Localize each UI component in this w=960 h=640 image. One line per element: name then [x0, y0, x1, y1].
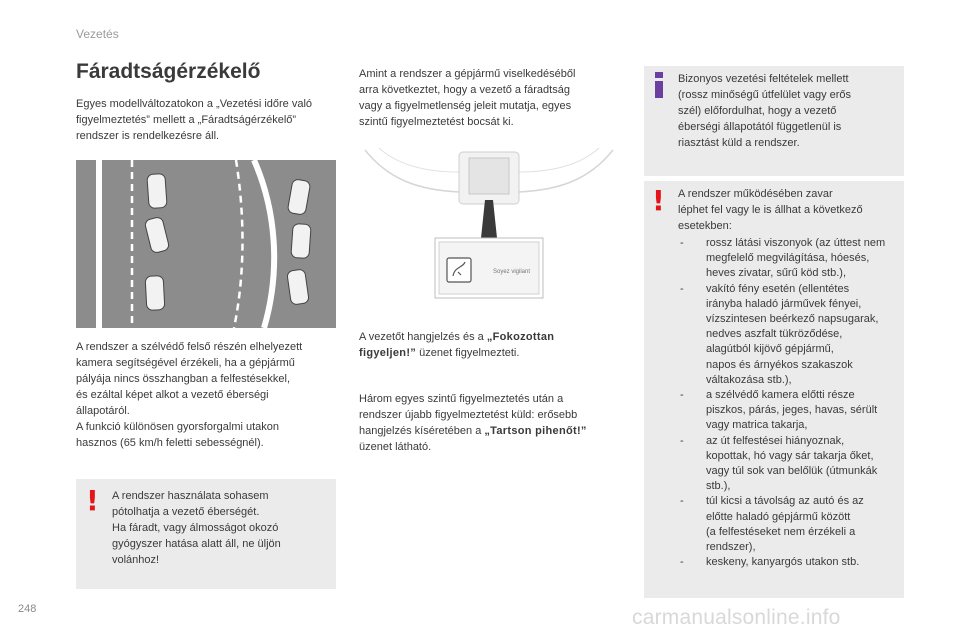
text-line: pályája nincs összhangban a felfestésekkel,	[76, 373, 291, 385]
text-line: léphet fel vagy le is állhat a következő	[678, 204, 863, 216]
text-line: rendszer is rendelkezésre áll.	[76, 130, 220, 142]
text-line: figyelmeztetés” mellett a „Fáradtságérzékelő”	[76, 114, 297, 126]
message-label: „Tartson pihenőt!”	[484, 425, 587, 437]
text-line: vagy a figyelmetlenség jeleit mutatja, egyes	[359, 100, 572, 112]
text-line: előtte haladó gépjármű között	[706, 510, 851, 523]
list-item	[680, 236, 885, 282]
list-bullet: -	[680, 434, 684, 447]
text-line: alagútból kijövő gépjármű,	[706, 343, 834, 356]
text-line: szintű figyelmeztetést bocsát ki.	[359, 116, 514, 128]
text-line: arra következtet, hogy a vezető a fáradtság	[359, 84, 570, 96]
text-fragment: hangjelzés kíséretében a	[359, 425, 485, 437]
text-line: vagy túl sok van belőlük (útmunkák	[706, 465, 878, 478]
message-label: figyeljen!”	[359, 347, 417, 359]
warning-left-text	[112, 488, 281, 568]
text-line: nedves aszfalt tükröződése,	[706, 328, 843, 341]
text-line: Bizonyos vezetési feltételek mellett	[678, 73, 849, 85]
text-line: riasztást küld a rendszer.	[678, 137, 800, 149]
intro-paragraph	[76, 96, 312, 144]
text-line: (rossz minőségű útfelület vagy erős	[678, 89, 852, 101]
lane-drift-illustration	[76, 160, 336, 328]
text-line	[359, 329, 554, 345]
text-line: Egyes modellváltozatokon a „Vezetési időre való	[76, 98, 313, 110]
page-title: Fáradtságérzékelő	[76, 60, 261, 83]
text-line: heves zivatar, sűrű köd stb.),	[706, 267, 847, 280]
text-line: pótolhatja a vezető éberségét.	[112, 506, 260, 518]
text-fragment: üzenet figyelmezteti.	[416, 347, 520, 359]
text-line: vagy matrica takarja,	[706, 419, 808, 432]
text-line: A rendszer működésében zavar	[678, 188, 833, 200]
text-line: kamera segítségével érzékeli, ha a gépjármű	[76, 357, 295, 369]
text-line: piszkos, párás, jeges, havas, sérült	[706, 404, 878, 417]
text-line: éberségi állapotától függetlenül is	[678, 121, 842, 133]
text-line: rendszer),	[706, 541, 756, 554]
list-item	[680, 494, 885, 555]
text-line: kopottak, hó vagy sár takarja őket,	[706, 449, 874, 462]
message-label: „Fokozottan	[486, 331, 555, 343]
list-bullet: -	[680, 389, 684, 402]
instrument-cluster-illustration	[359, 142, 619, 302]
text-line: a szélvédő kamera előtti része	[706, 389, 855, 402]
warning-icon: !	[652, 184, 665, 217]
text-line: stb.),	[706, 480, 731, 493]
text-line: A rendszer a szélvédő felső részén elhelyezett	[76, 341, 303, 353]
list-bullet: -	[680, 556, 684, 569]
text-line: rendszer újabb figyelmeztetést küld: erősebb	[359, 409, 578, 421]
page-number: 248	[18, 603, 37, 615]
text-line: rossz látási viszonyok (az úttest nem	[706, 237, 886, 249]
info-icon	[652, 72, 666, 98]
text-line: váltakozása stb.),	[706, 373, 792, 386]
text-line: az út felfestései hiányoznak,	[706, 434, 845, 447]
text-line: és ezáltal képet alkot a vezető éberségi	[76, 389, 269, 401]
text-line: megfelelő megvilágítása, hóesés,	[706, 252, 870, 265]
list-item	[680, 434, 885, 495]
text-line: Amint a rendszer a gépjármű viselkedéséből	[359, 68, 576, 80]
text-line: irányba haladó járművek fényei,	[706, 297, 862, 310]
text-line: (a felfestéseket nem érzékeli a	[706, 525, 856, 538]
text-line: szél) előfordulhat, hogy a vezető	[678, 105, 837, 117]
text-line: A funkció különösen gyorsforgalmi utakon	[76, 421, 280, 433]
text-line: vakító fény esetén (ellentétes	[706, 282, 850, 295]
text-line: hasznos (65 km/h feletti sebességnél).	[76, 437, 264, 449]
text-line: esetekben:	[678, 220, 732, 232]
info-box-text	[678, 71, 851, 151]
text-line: vízszintesen beérkező napsugarak,	[706, 313, 879, 326]
list-bullet: -	[680, 282, 684, 295]
text-line: A rendszer használata sohasem	[112, 490, 269, 502]
warning-icon: !	[86, 484, 99, 517]
warning-conditions-list	[680, 236, 885, 570]
text-line: volánhoz!	[112, 554, 160, 566]
text-line	[359, 345, 554, 361]
text-line: állapotáról.	[76, 405, 130, 417]
middle-intro-paragraph	[359, 66, 575, 130]
list-bullet: -	[680, 495, 684, 508]
text-line: túl kicsi a távolság az autó és az	[706, 495, 864, 508]
camera-paragraph	[76, 339, 302, 451]
list-item	[680, 282, 885, 388]
section-label: Vezetés	[76, 27, 119, 41]
watermark: carmanualsonline.info	[632, 606, 841, 629]
text-line: napos és árnyékos szakaszok	[706, 358, 853, 371]
list-item	[680, 388, 885, 434]
text-fragment: A vezetőt hangjelzés és a	[359, 331, 487, 343]
text-line: keskeny, kanyargós utakon stb.	[706, 556, 860, 569]
list-item	[680, 555, 885, 570]
list-bullet: -	[680, 237, 684, 249]
text-line	[359, 423, 587, 439]
alert2-paragraph	[359, 391, 587, 455]
text-line: Ha fáradt, vagy álmosságot okozó	[112, 522, 279, 534]
text-line: üzenet látható.	[359, 441, 432, 453]
warning-right-intro	[678, 186, 863, 234]
alert1-paragraph	[359, 329, 554, 361]
text-line: gyógyszer hatása alatt áll, ne üljön	[112, 538, 281, 550]
text-line: Három egyes szintű figyelmeztetés után a	[359, 393, 564, 405]
display-message: Soyez vigilant	[493, 269, 531, 275]
